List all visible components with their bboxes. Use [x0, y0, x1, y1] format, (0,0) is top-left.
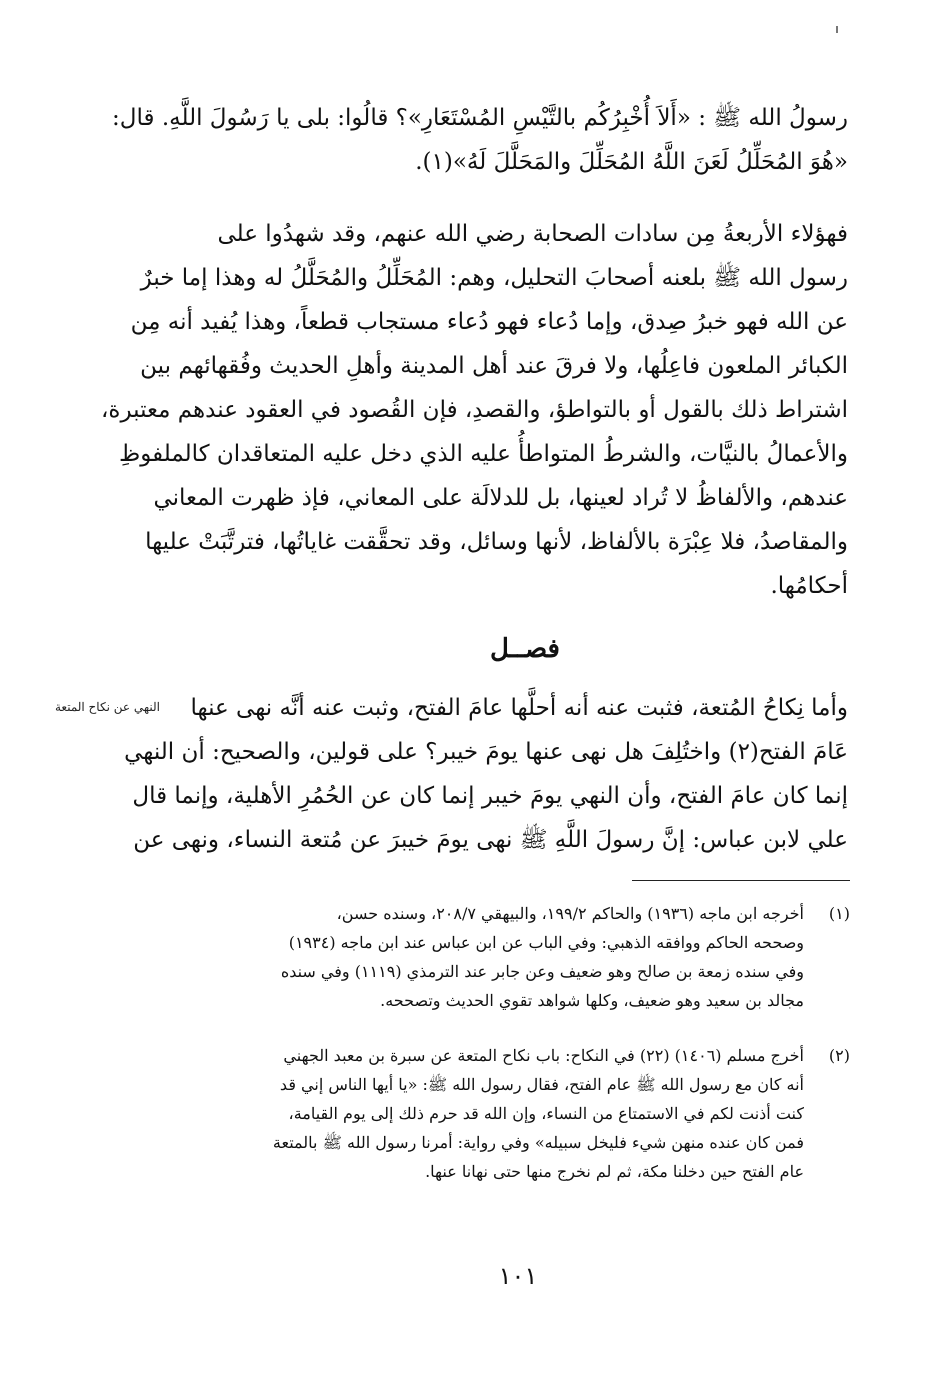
page-number: ١٠١	[498, 1262, 538, 1290]
footnote-separator	[632, 880, 850, 881]
footnote-number: (٢)	[828, 1046, 850, 1065]
text-line: رسول الله ﷺ بلعنه أصحابَ التحليل، وهم: المُحَلِّلُ والمُحَلَّلُ له وهذا إما خبرٌ	[140, 265, 848, 291]
text-line: الكبائر الملعون فاعِلُها، ولا فرقَ عند أهل المدينة وأهلِ الحديث وفُقهائهم بين	[140, 353, 848, 379]
footnote-number: (١)	[828, 904, 850, 923]
footnote-line: أنه كان مع رسول الله ﷺ عام الفتح، فقال رسول الله ﷺ: «يا أيها الناس إني قد	[279, 1075, 804, 1094]
text-line: عندهم، والألفاظُ لا تُراد لعينها، بل للدلالَة على المعاني، فإذ ظهرت المعاني	[153, 485, 848, 511]
paragraph-3	[124, 686, 848, 862]
text-line: اشتراط ذلك بالقول أو بالتواطؤ، والقصدِ، فإن القُصود في العقود عندهم معتبرة،	[100, 397, 848, 423]
text-line: إنما كان عامَ الفتح، وأن النهي يومَ خيبر إنما كان عن الحُمُرِ الأهلية، وإنما قال	[132, 783, 848, 809]
scan-mark	[836, 26, 838, 33]
text-line: وأما نِكاحُ المُتعة، فثبت عنه أنه أحلَّها عامَ الفتح، وثبت عنه أنَّه نهى عنها	[190, 695, 848, 721]
text-line: رسولُ الله ﷺ : «أَلاَ أُخْبِرُكُم بالتَّيْسِ المُسْتَعَارِ»؟ قالُوا: بلى يا رَسُولَ اللَّهِ. قال:	[112, 105, 848, 131]
footnote-line: أخرج مسلم (١٤٠٦) (٢٢) في النكاح: باب نكاح المتعة عن سبرة بن معبد الجهني	[283, 1046, 804, 1065]
text-line: عَامَ الفتح(٢) واختُلِفَ هل نهى عنها يومَ خيبر؟ على قولين، والصحيح: أن النهي	[124, 739, 848, 765]
footnote-body	[186, 899, 804, 1015]
footnote-line: وفي سنده زمعة بن صالح وهو ضعيف وعن جابر عند الترمذي (١١١٩) وفي سنده	[280, 962, 804, 981]
text-line: عن الله فهو خبرُ صِدق، وإما دُعاء فهو دُعاء مستجاب قطعاً، وهذا يُفيد أنه مِن	[130, 309, 848, 335]
text-line: والمقاصدُ، فلا عِبْرَة بالألفاظ، لأنها وسائل، وقد تحقَّقت غاياتُها، فترتَّبَتْ عليها	[145, 529, 848, 555]
paragraph-2	[100, 212, 848, 608]
section-heading: فصــل	[490, 634, 560, 664]
margin-note: النهي عن نكاح المتعة	[54, 700, 160, 714]
paragraph-1	[112, 96, 848, 184]
footnote-1	[186, 899, 850, 1015]
footnote-line: فمن كان عنده منهن شيء فليخل سبيله» وفي رواية: أمرنا رسول الله ﷺ بالمتعة	[272, 1133, 804, 1152]
footnote-line: وصححه الحاكم ووافقه الذهبي: وفي الباب عن ابن عباس عند ابن ماجه (١٩٣٤)	[288, 933, 804, 952]
footnote-line: مجالد بن سعيد وهو ضعيف، وكلها شواهد تقوي الحديث وتصححه.	[380, 991, 804, 1010]
text-line: علي لابن عباس: إنَّ رسولَ اللَّهِ ﷺ نهى يومَ خيبرَ عن مُتعة النساء، ونهى عن	[133, 827, 848, 853]
footnote-2	[186, 1041, 850, 1186]
footnote-line: كنت أذنت لكم في الاستمتاع من النساء، وإن الله قد حرم ذلك إلى يوم القيامة،	[288, 1104, 804, 1123]
text-line: فهؤلاء الأربعةُ مِن سادات الصحابة رضي الله عنهم، وقد شهدُوا على	[217, 221, 848, 247]
footnote-body	[186, 1041, 804, 1186]
text-line: «هُوَ المُحَلِّلُ لَعَنَ اللَّهُ المُحَلِّلَ والمَحَلَّلَ لَهُ»(١).	[415, 149, 848, 175]
footnote-line: عام الفتح حين دخلنا مكة، ثم لم نخرج منها حتى نهانا عنها.	[425, 1162, 804, 1181]
text-line: أحكامُها.	[770, 573, 848, 599]
footnote-line: أخرجه ابن ماجه (١٩٣٦) والحاكم ١٩٩/٢، والبيهقي ٢٠٨/٧، وسنده حسن،	[336, 904, 804, 923]
text-line: والأعمالُ بالنيَّات، والشرطُ المتواطأُ عليه الذي دخل عليه المتعاقدان كالملفوظِ	[118, 441, 848, 467]
